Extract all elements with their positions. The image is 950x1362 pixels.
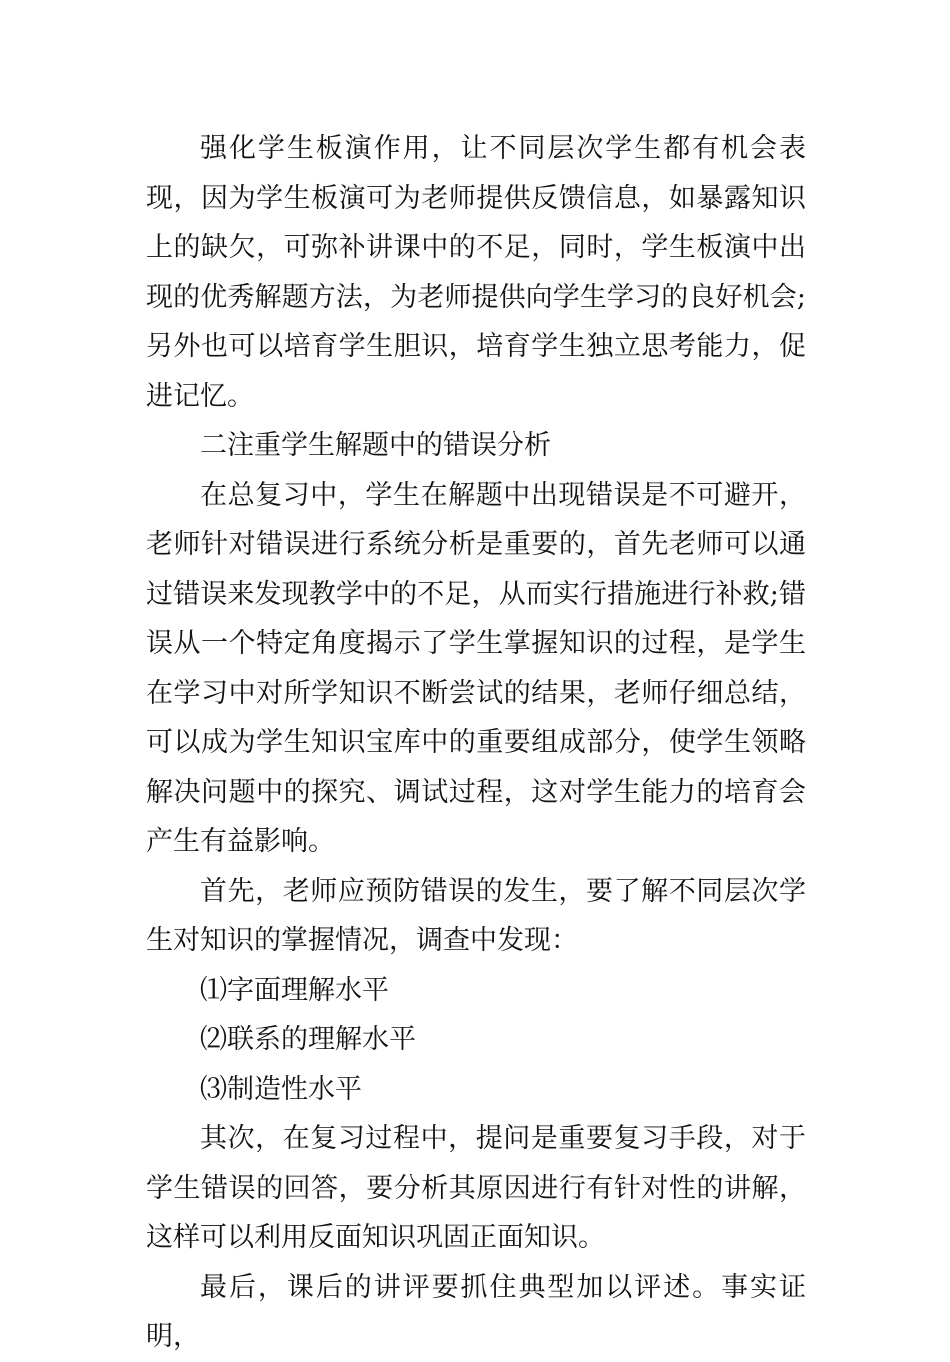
list-item-connected-understanding: ⑵联系的理解水平 bbox=[200, 1024, 416, 1055]
paragraph-prevent-errors: 首先，老师应预防错误的发生，要了解不同层次学生对知识的掌握情况，调查中发现： bbox=[146, 875, 806, 956]
paragraph-error-analysis: 在总复习中，学生在解题中出现错误是不可避开，老师针对错误进行系统分析是重要的，首先老师可以通过错误来发现教学中的不足，从而实行措施进行补救;错误从一个特定角度揭示了学生掌握知识的过程，是学生在学习中对所学知识不断尝试的结果，老师仔细总结，可以成为学生知识宝库中的重要组成部分，使学生领略解决问题中的探究、调试过程，这对学生能力的培育会产生有益影响。 bbox=[146, 479, 806, 857]
list-item-literal-understanding: ⑴字面理解水平 bbox=[200, 974, 389, 1006]
paragraph-questioning: 其次，在复习过程中，提问是重要复习手段，对于学生错误的回答，要分析其原因进行有针对性的讲解，这样可以利用反面知识巩固正面知识。 bbox=[146, 1123, 806, 1253]
paragraph-review-comments: 最后，课后的讲评要抓住典型加以评述。事实证明， bbox=[146, 1271, 806, 1352]
list-item-creative-level: ⑶制造性水平 bbox=[200, 1073, 362, 1105]
document-body bbox=[146, 124, 806, 1362]
paragraph-board-demonstration: 强化学生板演作用，让不同层次学生都有机会表现，因为学生板演可为老师提供反馈信息，如暴露知识上的缺欠，可弥补讲课中的不足，同时，学生板演中出现的优秀解题方法，为老师提供向学生学习的良好机会;另外也可以培育学生胆识，培育学生独立思考能力，促进记忆。 bbox=[146, 133, 806, 412]
section-heading-error-analysis: 二注重学生解题中的错误分析 bbox=[200, 430, 551, 461]
